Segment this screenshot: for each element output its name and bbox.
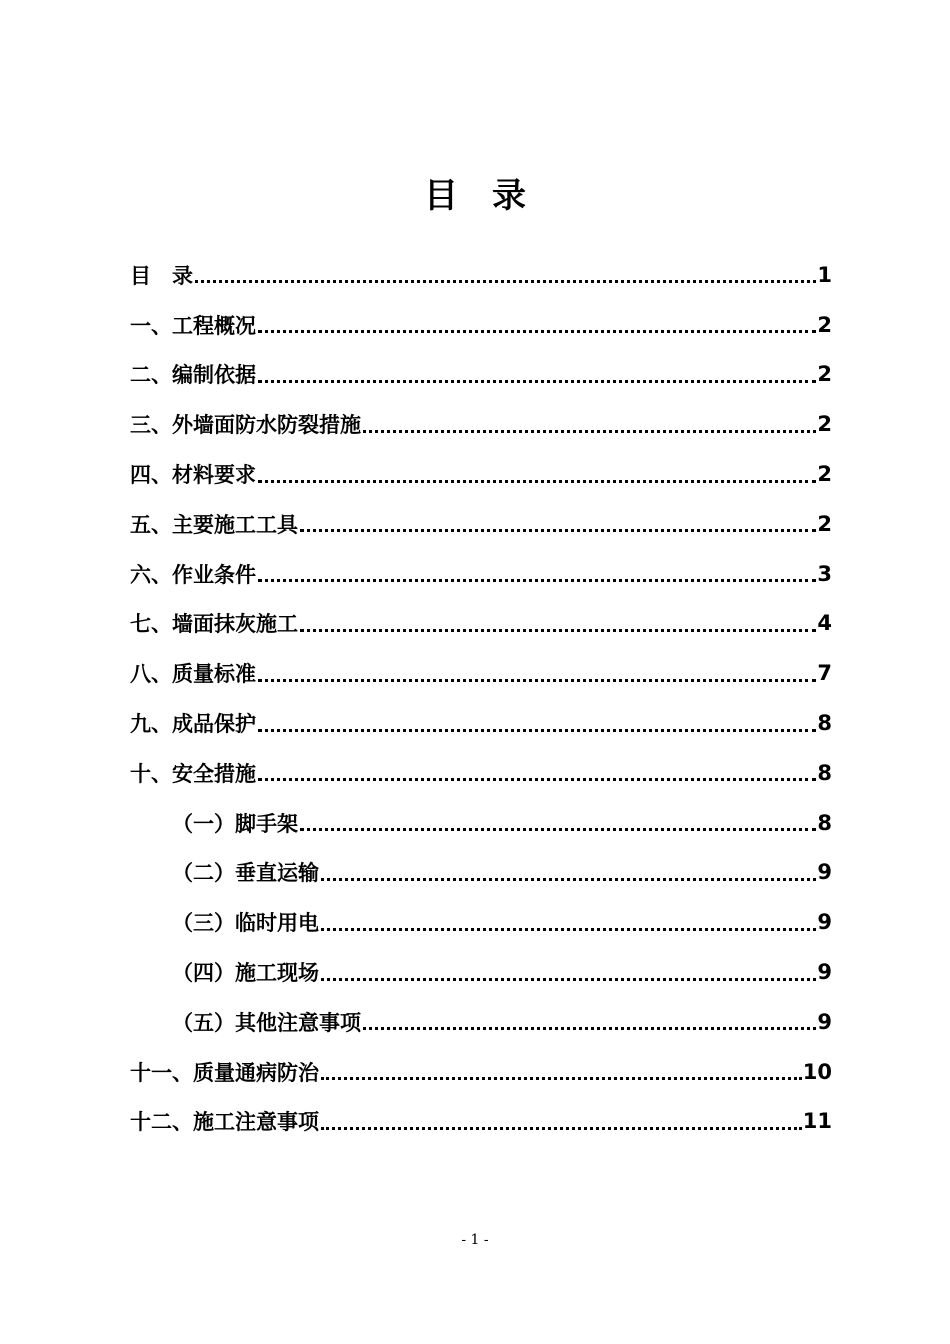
toc-entry-page: 8 <box>817 810 832 835</box>
toc-entry-label: 十二、施工注意事项 <box>130 1110 319 1135</box>
toc-entry-label: （二）垂直运输 <box>172 861 319 886</box>
toc-entry-label: 九、成品保护 <box>130 712 256 737</box>
toc-entry-page: 7 <box>817 661 832 686</box>
toc-entry[interactable] <box>130 549 832 599</box>
toc-entry[interactable] <box>130 350 832 400</box>
toc-entry-page: 1 <box>817 262 832 287</box>
toc-entry-label: 四、材料要求 <box>130 463 256 488</box>
toc-entry[interactable] <box>130 300 832 350</box>
dot-leader <box>321 928 816 931</box>
toc-entry-page: 10 <box>802 1059 832 1084</box>
dot-leader <box>195 280 816 283</box>
toc-entry[interactable] <box>130 648 832 698</box>
dot-leader <box>300 629 816 632</box>
toc-entry-label: （五）其他注意事项 <box>172 1010 361 1035</box>
dot-leader <box>258 480 816 483</box>
toc-entry-page: 2 <box>817 511 832 536</box>
toc-entry[interactable] <box>130 698 832 748</box>
toc-entry[interactable] <box>130 399 832 449</box>
dot-leader <box>363 1027 816 1030</box>
toc-entry-label: 七、墙面抹灰施工 <box>130 612 298 637</box>
toc-entry[interactable] <box>130 1047 832 1097</box>
dot-leader <box>258 380 816 383</box>
toc-entry-page: 8 <box>817 760 832 785</box>
toc-subentry[interactable] <box>130 997 832 1047</box>
dot-leader <box>258 778 816 781</box>
toc-entry-label: （四）施工现场 <box>172 961 319 986</box>
dot-leader <box>258 729 816 732</box>
toc-entry-page: 2 <box>817 312 832 337</box>
dot-leader <box>321 878 816 881</box>
toc-entry-page: 2 <box>817 462 832 487</box>
toc-subentry[interactable] <box>130 947 832 997</box>
toc-entry[interactable] <box>130 250 832 300</box>
toc-entry-page: 2 <box>817 362 832 387</box>
dot-leader <box>258 579 816 582</box>
toc-entry[interactable] <box>130 499 832 549</box>
toc-entry-label: 八、质量标准 <box>130 662 256 687</box>
page-number-footer: - 1 - <box>461 1232 489 1248</box>
toc-entry-label: 三、外墙面防水防裂措施 <box>130 413 361 438</box>
toc-entry-label: （三）临时用电 <box>172 911 319 936</box>
toc-title-left: 目 <box>424 176 458 216</box>
toc-subentry[interactable] <box>130 897 832 947</box>
toc-entry[interactable] <box>130 599 832 649</box>
dot-leader <box>321 1127 802 1130</box>
toc-entry-page: 3 <box>817 561 832 586</box>
toc-entry[interactable] <box>130 748 832 798</box>
toc-entry[interactable] <box>130 1097 832 1147</box>
toc-subentry[interactable] <box>130 798 832 848</box>
toc-entry-label: 五、主要施工工具 <box>130 512 298 537</box>
dot-leader <box>258 679 816 682</box>
toc-entry[interactable] <box>130 449 832 499</box>
dot-leader <box>300 529 816 532</box>
toc-entry-label: 六、作业条件 <box>130 562 256 587</box>
dot-leader <box>363 430 816 433</box>
toc-entry-label: 十、安全措施 <box>130 761 256 786</box>
toc-entry-page: 2 <box>817 412 832 437</box>
dot-leader <box>300 828 816 831</box>
toc-entry-label: 十一、质量通病防治 <box>130 1060 319 1085</box>
toc-entry-page: 9 <box>817 960 832 985</box>
dot-leader <box>321 1077 802 1080</box>
toc-entry-page: 9 <box>817 910 832 935</box>
toc-entry-page: 4 <box>817 611 832 636</box>
toc-entry-page: 8 <box>817 711 832 736</box>
toc-entry-label: 目 录 <box>130 263 193 288</box>
toc-entry-page: 9 <box>817 860 832 885</box>
toc-title <box>0 168 950 217</box>
toc-list <box>130 250 832 1146</box>
toc-entry-label: 一、工程概况 <box>130 313 256 338</box>
dot-leader <box>321 978 816 981</box>
toc-entry-label: 二、编制依据 <box>130 363 256 388</box>
toc-entry-page: 11 <box>802 1109 832 1134</box>
toc-entry-label: （一）脚手架 <box>172 811 298 836</box>
toc-title-right: 录 <box>492 176 526 216</box>
toc-entry-page: 9 <box>817 1009 832 1034</box>
dot-leader <box>258 330 816 333</box>
toc-subentry[interactable] <box>130 848 832 898</box>
